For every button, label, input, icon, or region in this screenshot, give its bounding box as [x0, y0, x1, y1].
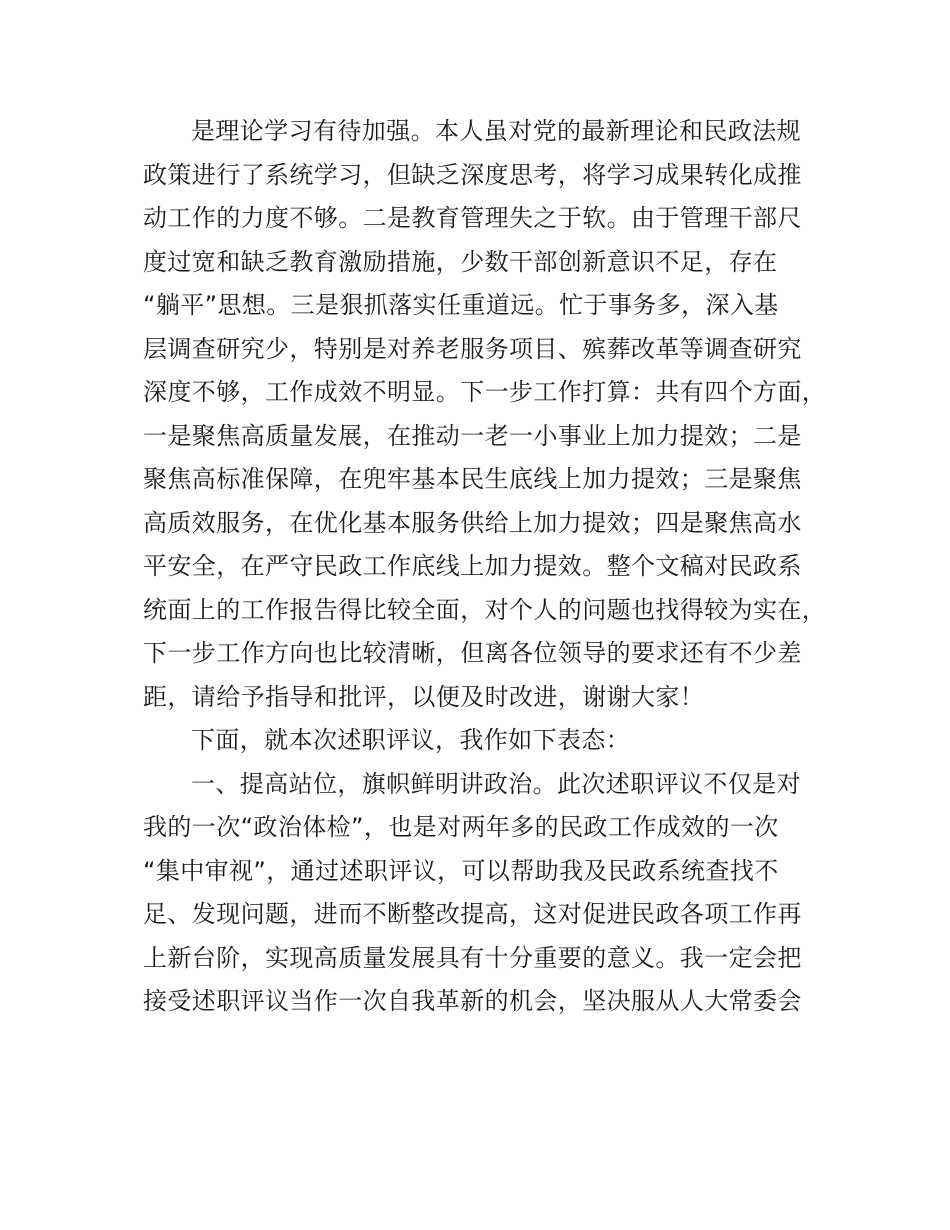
text-line: 统面上的工作报告得比较全面，对个人的问题也找得较为实在， [143, 595, 827, 624]
text-line: 一、提高站位，旗帜鲜明讲政治。此次述职评议不仅是对 [191, 769, 801, 798]
text-line: 聚焦高标准保障，在兜牢基本民生底线上加力提效；三是聚焦 [143, 465, 802, 493]
document-body [143, 110, 833, 1024]
text-line: 接受述职评议当作一次自我革新的机会，坚决服从人大常委会 [143, 987, 802, 1015]
text-line: 动工作的力度不够。二是教育管理失之于软。由于管理干部尺 [143, 204, 802, 232]
text-line: 距，请给予指导和批评，以便及时改进，谢谢大家！ [143, 682, 705, 711]
paragraph [143, 719, 833, 763]
text-line: 高质效服务，在优化基本服务供给上加力提效；四是聚焦高水 [143, 508, 802, 537]
text-line: “集中审视”，通过述职评议，可以帮助我及民政系统查找不 [143, 856, 779, 885]
paragraph [143, 763, 833, 1024]
text-line: 层调查研究少，特别是对养老服务项目、殡葬改革等调查研究 [143, 334, 802, 363]
text-line: 足、发现问题，进而不断整改提高，这对促进民政各项工作再 [143, 900, 802, 928]
text-line: 一是聚焦高质量发展，在推动一老一小事业上加力提效；二是 [143, 421, 802, 450]
text-line: 下面，就本次述职评议，我作如下表态： [191, 726, 631, 754]
text-line: “躺平”思想。三是狠抓落实任重道远。忙于事务多，深入基 [143, 291, 779, 319]
text-line: 上新台阶，实现高质量发展具有十分重要的意义。我一定会把 [143, 943, 802, 972]
text-line: 政策进行了系统学习，但缺乏深度思考，将学习成果转化成推 [143, 160, 802, 189]
text-line: 深度不够，工作成效不明显。下一步工作打算：共有四个方面， [143, 378, 827, 406]
text-line: 度过宽和缺乏教育激励措施，少数干部创新意识不足，存在 [143, 247, 778, 276]
text-line: 下一步工作方向也比较清晰，但离各位领导的要求还有不少差 [143, 639, 802, 667]
text-line: 我的一次“政治体检”，也是对两年多的民政工作成效的一次 [143, 813, 779, 841]
paragraph [143, 110, 833, 719]
text-line: 平安全，在严守民政工作底线上加力提效。整个文稿对民政系 [143, 552, 802, 580]
text-line: 是理论学习有待加强。本人虽对党的最新理论和民政法规 [191, 117, 801, 145]
